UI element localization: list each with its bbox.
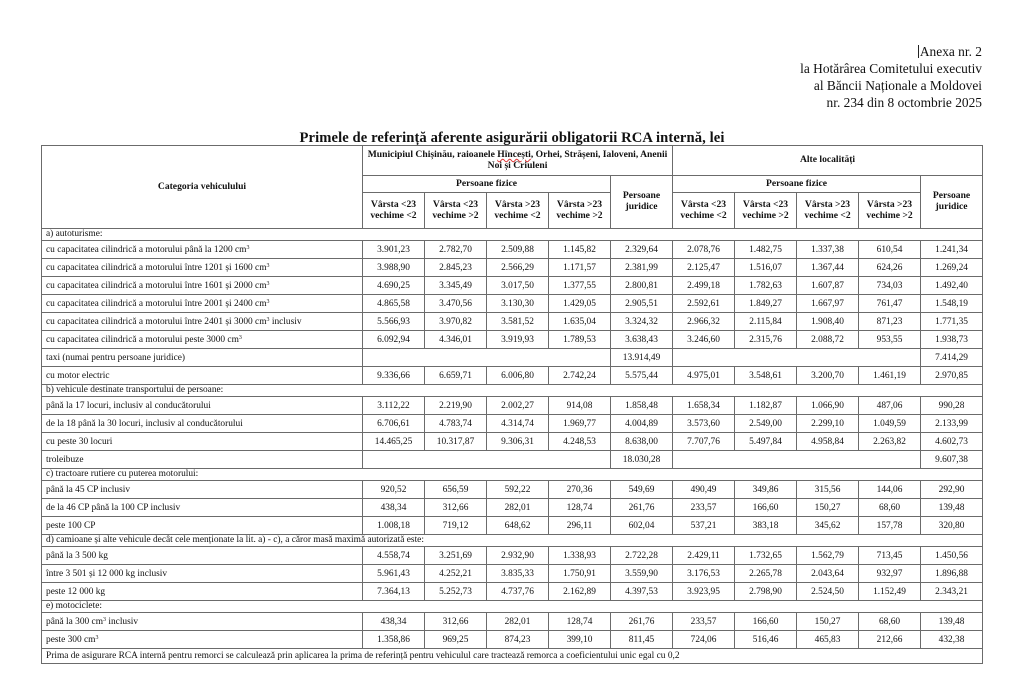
empty-cell — [673, 349, 921, 367]
premium-value: 9.336,66 — [363, 367, 425, 385]
premium-value: 383,18 — [735, 517, 797, 535]
premium-value: 734,03 — [859, 277, 921, 295]
premium-value: 8.638,00 — [611, 433, 673, 451]
premium-value: 1.171,57 — [549, 259, 611, 277]
premium-value: 953,55 — [859, 331, 921, 349]
premium-value: 3.548,61 — [735, 367, 797, 385]
premium-value: 4.397,53 — [611, 583, 673, 601]
section-header-e: e) motociclete: — [42, 601, 983, 613]
premium-value: 610,54 — [859, 241, 921, 259]
premium-value: 3.923,95 — [673, 583, 735, 601]
row-label: peste 100 CP — [42, 517, 363, 535]
premium-value: 2.932,90 — [487, 547, 549, 565]
annex-decision: la Hotărârea Comitetului executiv — [800, 61, 982, 76]
premium-value: 1.145,82 — [549, 241, 611, 259]
table-row — [42, 415, 983, 433]
premium-value: 438,34 — [363, 613, 425, 631]
premium-value: 6.659,71 — [425, 367, 487, 385]
premium-value: 1.849,27 — [735, 295, 797, 313]
premium-value: 1.182,87 — [735, 397, 797, 415]
premium-value: 1.771,35 — [921, 313, 983, 331]
premium-value: 438,34 — [363, 499, 425, 517]
row-label: taxi (numai pentru persoane juridice) — [42, 349, 363, 367]
premium-value: 4.558,74 — [363, 547, 425, 565]
premium-value: 315,56 — [797, 481, 859, 499]
premium-value: 349,86 — [735, 481, 797, 499]
table-row — [42, 517, 983, 535]
premium-value: 1.461,19 — [859, 367, 921, 385]
premium-value: 1.482,75 — [735, 241, 797, 259]
premium-value: 2.315,76 — [735, 331, 797, 349]
row-label: până la 300 $cm^3$ inclusiv — [42, 613, 363, 631]
premium-value: 345,62 — [797, 517, 859, 535]
premium-value: 1.896,88 — [921, 565, 983, 583]
table-row — [42, 613, 983, 631]
trailer-footnote: Prima de asigurare RCA internă pentru remorci se calculează prin aplicarea la prima de referință pentru vehiculul care tractează remorca a coeficientului unic egal cu 0,2 — [42, 649, 983, 664]
premium-value: 261,76 — [611, 613, 673, 631]
row-label: peste 300 $cm^3$ — [42, 631, 363, 649]
premium-value: 139,48 — [921, 613, 983, 631]
table-row — [42, 295, 983, 313]
table-row — [42, 499, 983, 517]
premium-value: 212,66 — [859, 631, 921, 649]
premium-value: 292,90 — [921, 481, 983, 499]
premium-value: 4.004,89 — [611, 415, 673, 433]
premium-value: 1.658,34 — [673, 397, 735, 415]
table-row — [42, 349, 983, 367]
annex-reference — [800, 43, 982, 111]
premium-value: 1.969,77 — [549, 415, 611, 433]
premium-value: 5.566,93 — [363, 313, 425, 331]
premium-value: 399,10 — [549, 631, 611, 649]
premium-value: 7.414,29 — [921, 349, 983, 367]
premium-value: 516,46 — [735, 631, 797, 649]
premium-value: 4.958,84 — [797, 433, 859, 451]
section-header-c: c) tractoare rutiere cu puterea motorului: — [42, 469, 983, 481]
premium-value: 282,01 — [487, 499, 549, 517]
premium-value: 624,26 — [859, 259, 921, 277]
row-label: troleibuze — [42, 451, 363, 469]
table-row — [42, 397, 983, 415]
premium-value: 1.635,04 — [549, 313, 611, 331]
premium-value: 128,74 — [549, 499, 611, 517]
premium-value: 233,57 — [673, 499, 735, 517]
premium-value: 2.592,61 — [673, 295, 735, 313]
premium-value: 9.607,38 — [921, 451, 983, 469]
premium-value: 1.908,40 — [797, 313, 859, 331]
row-label: cu peste 30 locuri — [42, 433, 363, 451]
row-label: cu capacitatea cilindrică a motorului între 2401 și 3000 $cm^3$ inclusiv — [42, 313, 363, 331]
premium-value: 1.152,49 — [859, 583, 921, 601]
premium-value: 13.914,49 — [611, 349, 673, 367]
header-subcol: Vârsta <23 vechime >2 — [425, 193, 487, 229]
premium-value: 1.377,55 — [549, 277, 611, 295]
premium-value: 1.492,40 — [921, 277, 983, 295]
row-label: cu capacitatea cilindrică a motorului între 2001 și 2400 $cm^3$ — [42, 295, 363, 313]
premium-value: 68,60 — [859, 499, 921, 517]
premium-value: 648,62 — [487, 517, 549, 535]
premium-value: 2.219,90 — [425, 397, 487, 415]
premium-value: 1.782,63 — [735, 277, 797, 295]
row-label: de la 46 CP până la 100 CP inclusiv — [42, 499, 363, 517]
table-row — [42, 241, 983, 259]
premium-value: 1.338,93 — [549, 547, 611, 565]
premium-value: 1.358,86 — [363, 631, 425, 649]
premium-value: 6.092,94 — [363, 331, 425, 349]
premium-value: 2.905,51 — [611, 295, 673, 313]
premium-value: 10.317,87 — [425, 433, 487, 451]
premium-value: 2.970,85 — [921, 367, 983, 385]
premium-value: 713,45 — [859, 547, 921, 565]
premium-value: 2.162,89 — [549, 583, 611, 601]
row-label: între 3 501 și 12 000 kg inclusiv — [42, 565, 363, 583]
annex-number: Anexa nr. 2 — [919, 44, 982, 59]
premium-value: 1.732,65 — [735, 547, 797, 565]
premium-value: 487,06 — [859, 397, 921, 415]
premium-value: 5.252,73 — [425, 583, 487, 601]
premium-value: 1.858,48 — [611, 397, 673, 415]
premium-value: 2.742,24 — [549, 367, 611, 385]
premium-value: 432,38 — [921, 631, 983, 649]
premium-value: 811,45 — [611, 631, 673, 649]
premium-value: 4.865,58 — [363, 295, 425, 313]
header-subcol: Vârsta >23 vechime <2 — [797, 193, 859, 229]
empty-cell — [673, 451, 921, 469]
premium-value: 465,83 — [797, 631, 859, 649]
premium-value: 3.112,22 — [363, 397, 425, 415]
premium-value: 320,80 — [921, 517, 983, 535]
table-row — [42, 583, 983, 601]
premium-value: 157,78 — [859, 517, 921, 535]
header-subcol: Vârsta >23 vechime <2 — [487, 193, 549, 229]
premium-value: 6.006,80 — [487, 367, 549, 385]
premium-value: 7.707,76 — [673, 433, 735, 451]
premium-value: 2.499,18 — [673, 277, 735, 295]
premium-value: 3.251,69 — [425, 547, 487, 565]
premium-value: 233,57 — [673, 613, 735, 631]
premium-value: 2.800,81 — [611, 277, 673, 295]
premium-value: 592,22 — [487, 481, 549, 499]
table-row — [42, 331, 983, 349]
premium-value: 1.269,24 — [921, 259, 983, 277]
table-row — [42, 481, 983, 499]
premium-value: 3.017,50 — [487, 277, 549, 295]
header-subcol: Vârsta >23 vechime >2 — [859, 193, 921, 229]
premium-value: 3.200,70 — [797, 367, 859, 385]
text-cursor — [918, 45, 919, 58]
premium-value: 3.988,90 — [363, 259, 425, 277]
premium-value: 150,27 — [797, 499, 859, 517]
premium-value: 2.722,28 — [611, 547, 673, 565]
header-persoane-juridice-1: Persoane juridice — [611, 176, 673, 229]
empty-cell — [363, 451, 611, 469]
premium-value: 549,69 — [611, 481, 673, 499]
premium-value: 4.783,74 — [425, 415, 487, 433]
header-region-chisinau: Municipiul Chișinău, raioanele Hîncești, Orhei, Strășeni, Ialoveni, Anenii Noi și Criuleni — [363, 146, 673, 176]
row-label: până la 45 CP inclusiv — [42, 481, 363, 499]
section-header-d: d) camioane și alte vehicule decât cele menționate la lit. a) - c), a căror masă maximă autorizată este: — [42, 535, 983, 547]
rca-premium-table — [41, 145, 983, 664]
premium-value: 914,08 — [549, 397, 611, 415]
premium-value: 282,01 — [487, 613, 549, 631]
premium-value: 1.750,91 — [549, 565, 611, 583]
premium-value: 312,66 — [425, 499, 487, 517]
premium-value: 6.706,61 — [363, 415, 425, 433]
premium-value: 1.066,90 — [797, 397, 859, 415]
premium-value: 150,27 — [797, 613, 859, 631]
premium-value: 990,28 — [921, 397, 983, 415]
section-header-b: b) vehicule destinate transportului de persoane: — [42, 385, 983, 397]
row-label: cu capacitatea cilindrică a motorului până la 1200 $cm^3$ — [42, 241, 363, 259]
premium-value: 5.961,43 — [363, 565, 425, 583]
premium-value: 139,48 — [921, 499, 983, 517]
premium-value: 724,06 — [673, 631, 735, 649]
premium-value: 9.306,31 — [487, 433, 549, 451]
premium-value: 312,66 — [425, 613, 487, 631]
header-subcol: Vârsta <23 vechime <2 — [673, 193, 735, 229]
row-label: până la 3 500 kg — [42, 547, 363, 565]
premium-value: 1.562,79 — [797, 547, 859, 565]
annex-date: nr. 234 din 8 octombrie 2025 — [826, 95, 982, 110]
premium-value: 2.299,10 — [797, 415, 859, 433]
premium-value: 3.581,52 — [487, 313, 549, 331]
header-category: Categoria vehiculului — [42, 146, 363, 229]
row-label: cu capacitatea cilindrică a motorului peste 3000 $cm^3$ — [42, 331, 363, 349]
premium-value: 18.030,28 — [611, 451, 673, 469]
premium-value: 3.919,93 — [487, 331, 549, 349]
premium-value: 166,60 — [735, 613, 797, 631]
premium-value: 1.008,18 — [363, 517, 425, 535]
table-row — [42, 451, 983, 469]
row-label: peste 12 000 kg — [42, 583, 363, 601]
premium-value: 2.782,70 — [425, 241, 487, 259]
table-row — [42, 565, 983, 583]
premium-value: 1.607,87 — [797, 277, 859, 295]
premium-value: 3.345,49 — [425, 277, 487, 295]
premium-value: 2.115,84 — [735, 313, 797, 331]
premium-value: 1.667,97 — [797, 295, 859, 313]
table-row — [42, 313, 983, 331]
premium-value: 932,97 — [859, 565, 921, 583]
premium-value: 2.078,76 — [673, 241, 735, 259]
premium-value: 2.524,50 — [797, 583, 859, 601]
premium-value: 1.789,53 — [549, 331, 611, 349]
row-label: cu capacitatea cilindrică a motorului între 1201 și 1600 $cm^3$ — [42, 259, 363, 277]
premium-value: 3.559,90 — [611, 565, 673, 583]
premium-value: 2.798,90 — [735, 583, 797, 601]
premium-value: 5.575,44 — [611, 367, 673, 385]
table-row — [42, 433, 983, 451]
premium-value: 144,06 — [859, 481, 921, 499]
header-subcol: Vârsta >23 vechime >2 — [549, 193, 611, 229]
premium-value: 3.470,56 — [425, 295, 487, 313]
premium-value: 2.043,64 — [797, 565, 859, 583]
premium-value: 2.966,32 — [673, 313, 735, 331]
premium-value: 969,25 — [425, 631, 487, 649]
table-row — [42, 631, 983, 649]
premium-value: 761,47 — [859, 295, 921, 313]
premium-value: 2.133,99 — [921, 415, 983, 433]
premium-value: 2.343,21 — [921, 583, 983, 601]
header-subcol: Vârsta <23 vechime >2 — [735, 193, 797, 229]
premium-value: 3.835,33 — [487, 565, 549, 583]
premium-value: 3.573,60 — [673, 415, 735, 433]
premium-value: 5.497,84 — [735, 433, 797, 451]
premium-value: 920,52 — [363, 481, 425, 499]
premium-value: 719,12 — [425, 517, 487, 535]
header-persoane-juridice-2: Persoane juridice — [921, 176, 983, 229]
premium-value: 2.566,29 — [487, 259, 549, 277]
row-label: cu motor electric — [42, 367, 363, 385]
premium-value: 1.516,07 — [735, 259, 797, 277]
row-label: de la 18 până la 30 locuri, inclusiv al conducătorului — [42, 415, 363, 433]
premium-value: 2.125,47 — [673, 259, 735, 277]
premium-value: 602,04 — [611, 517, 673, 535]
premium-value: 871,23 — [859, 313, 921, 331]
premium-value: 2.429,11 — [673, 547, 735, 565]
premium-value: 4.248,53 — [549, 433, 611, 451]
premium-value: 490,49 — [673, 481, 735, 499]
premium-value: 1.548,19 — [921, 295, 983, 313]
premium-value: 1.337,38 — [797, 241, 859, 259]
premium-value: 1.938,73 — [921, 331, 983, 349]
empty-cell — [363, 349, 611, 367]
premium-value: 874,23 — [487, 631, 549, 649]
premium-value: 3.246,60 — [673, 331, 735, 349]
premium-value: 166,60 — [735, 499, 797, 517]
premium-value: 7.364,13 — [363, 583, 425, 601]
premium-value: 2.265,78 — [735, 565, 797, 583]
premium-value: 3.638,43 — [611, 331, 673, 349]
section-header-a: a) autoturisme: — [42, 229, 983, 241]
premium-value: 2.845,23 — [425, 259, 487, 277]
premium-value: 296,11 — [549, 517, 611, 535]
premium-value: 14.465,25 — [363, 433, 425, 451]
premium-value: 1.241,34 — [921, 241, 983, 259]
premium-value: 1.049,59 — [859, 415, 921, 433]
premium-value: 2.509,88 — [487, 241, 549, 259]
header-subcol: Vârsta <23 vechime <2 — [363, 193, 425, 229]
premium-value: 4.252,21 — [425, 565, 487, 583]
premium-value: 128,74 — [549, 613, 611, 631]
premium-value: 3.970,82 — [425, 313, 487, 331]
premium-value: 4.602,73 — [921, 433, 983, 451]
premium-value: 2.263,82 — [859, 433, 921, 451]
header-persoane-fizice-2: Persoane fizice — [673, 176, 921, 193]
premium-value: 3.176,53 — [673, 565, 735, 583]
premium-value: 2.088,72 — [797, 331, 859, 349]
premium-value: 261,76 — [611, 499, 673, 517]
premium-value: 3.324,32 — [611, 313, 673, 331]
row-label: până la 17 locuri, inclusiv al conducătorului — [42, 397, 363, 415]
row-label: cu capacitatea cilindrică a motorului între 1601 și 2000 $cm^3$ — [42, 277, 363, 295]
table-row — [42, 547, 983, 565]
premium-value: 1.450,56 — [921, 547, 983, 565]
annex-institution: al Băncii Naționale a Moldovei — [813, 78, 982, 93]
premium-value: 4.690,25 — [363, 277, 425, 295]
premium-value: 2.002,27 — [487, 397, 549, 415]
table-row — [42, 277, 983, 295]
premium-value: 1.367,44 — [797, 259, 859, 277]
premium-value: 3.901,23 — [363, 241, 425, 259]
header-region-other: Alte localități — [673, 146, 983, 176]
premium-value: 4.737,76 — [487, 583, 549, 601]
premium-value: 270,36 — [549, 481, 611, 499]
premium-value: 68,60 — [859, 613, 921, 631]
premium-value: 2.329,64 — [611, 241, 673, 259]
document-title: Primele de referință aferente asigurării obligatorii RCA internă, lei — [299, 130, 725, 146]
header-persoane-fizice-1: Persoane fizice — [363, 176, 611, 193]
premium-value: 2.381,99 — [611, 259, 673, 277]
premium-value: 4.314,74 — [487, 415, 549, 433]
premium-value: 4.975,01 — [673, 367, 735, 385]
premium-value: 656,59 — [425, 481, 487, 499]
premium-value: 4.346,01 — [425, 331, 487, 349]
premium-value: 3.130,30 — [487, 295, 549, 313]
table-row — [42, 367, 983, 385]
premium-value: 1.429,05 — [549, 295, 611, 313]
premium-value: 2.549,00 — [735, 415, 797, 433]
premium-value: 537,21 — [673, 517, 735, 535]
table-row — [42, 259, 983, 277]
